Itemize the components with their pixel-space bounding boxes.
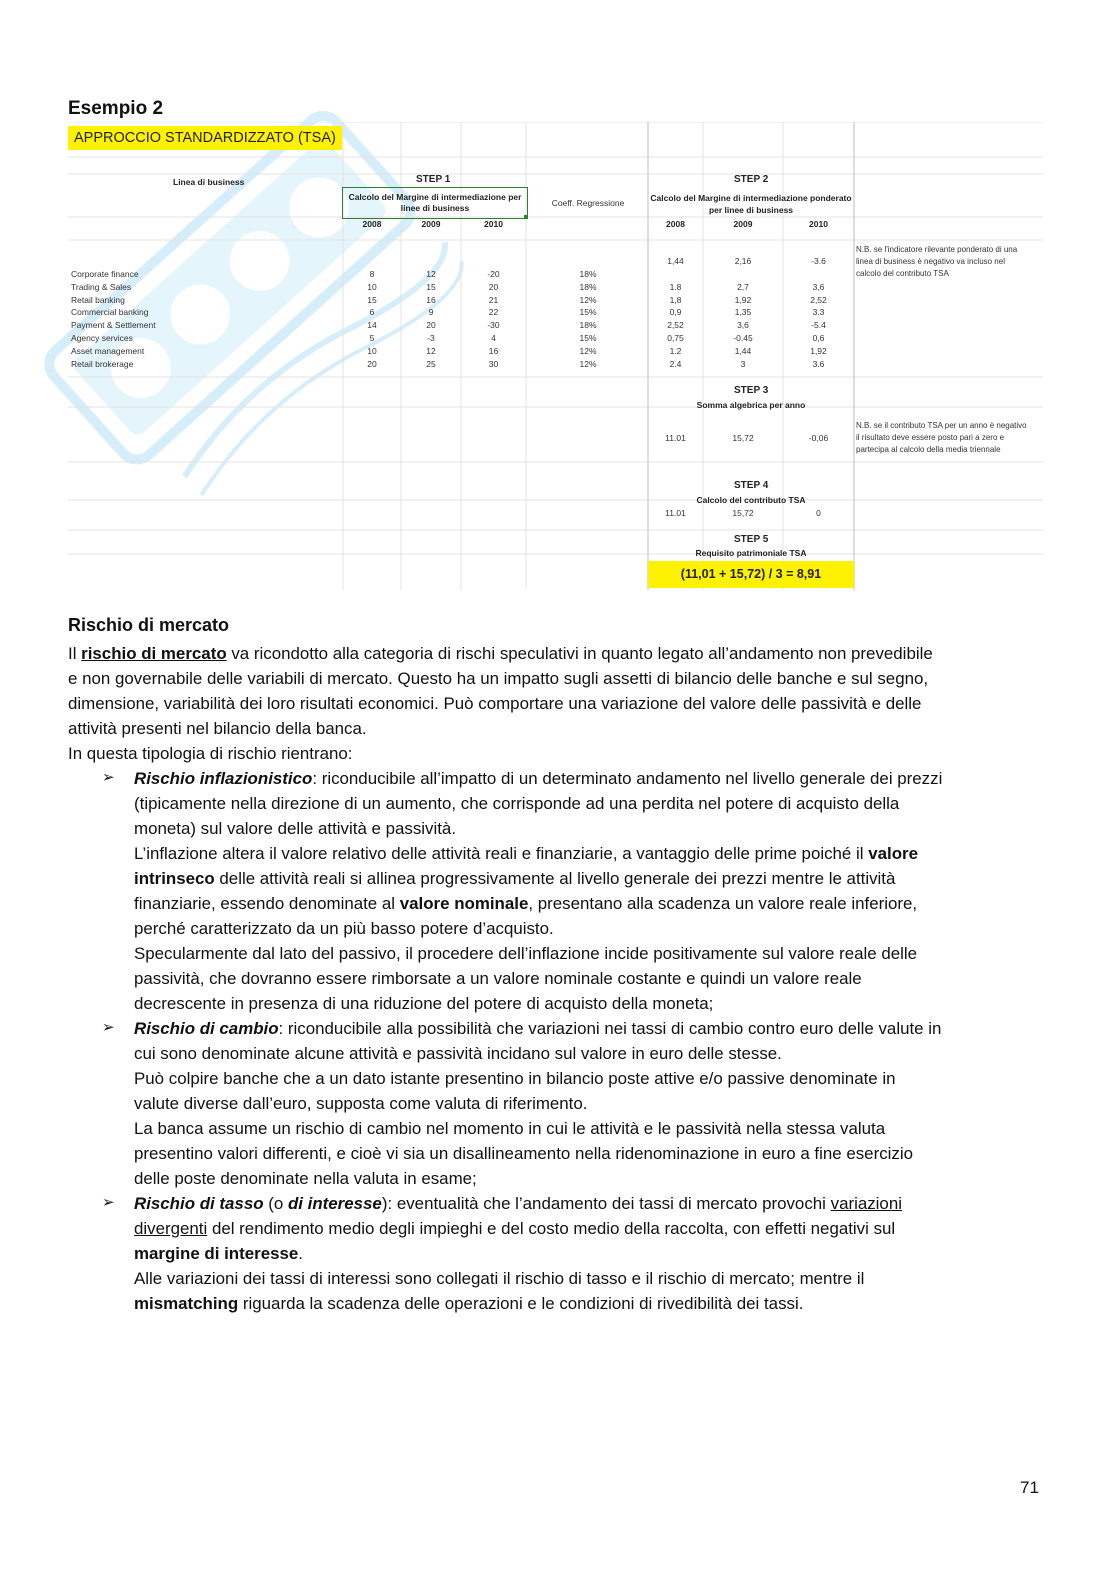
bullet-term: di interesse bbox=[287, 1194, 382, 1213]
table-cell: 3,6 bbox=[812, 281, 825, 292]
step5-subtitle: Requisito patrimoniale TSA bbox=[695, 548, 807, 558]
step4-value: 15,72 bbox=[732, 508, 754, 518]
bullet-text: delle attività reali si allinea progressivamente al livello generale dei prezzi mentre le attività bbox=[214, 869, 896, 888]
intro-term: rischio di mercato bbox=[81, 644, 227, 663]
table-cell: 10 bbox=[367, 345, 377, 356]
bullet-line: cui sono denominate alcune attività e passività incidano sul valore in euro delle stesse. bbox=[134, 1044, 782, 1063]
bullet-line: presentino valori differenti, e cioè vi sia un disallineamento nella ridenominazione in euro a fine esercizio bbox=[134, 1144, 913, 1163]
step5-result: (11,01 + 15,72) / 3 = 8,91 bbox=[648, 561, 854, 588]
step1-subtitle: Calcolo del Margine di intermediazione per linee di business bbox=[348, 192, 522, 213]
table-cell: 1,44 bbox=[734, 345, 752, 356]
table-cell: -3.6 bbox=[811, 256, 826, 266]
bold-term: margine di interesse bbox=[134, 1244, 299, 1263]
bullet-line bbox=[134, 891, 1039, 916]
table-cell: 15% bbox=[579, 307, 597, 318]
bullet-line: Può colpire banche che a un dato istante presentino in bilancio poste attive e/o passive denominate in bbox=[134, 1069, 896, 1088]
table-cell: 15 bbox=[367, 294, 377, 305]
table-cell: 12% bbox=[579, 358, 597, 369]
bullet-arrow-icon: ➢ bbox=[102, 1194, 115, 1211]
business-line-name: Retail banking bbox=[71, 294, 125, 305]
page-number: 71 bbox=[1020, 1478, 1039, 1497]
header-business-line: Linea di business bbox=[173, 177, 245, 187]
table-cell: 12% bbox=[579, 345, 597, 356]
table-cell: 6 bbox=[369, 307, 375, 318]
bullet-line: delle poste denominate nella valuta in esame; bbox=[134, 1169, 477, 1188]
year-col: 2008 bbox=[362, 219, 382, 229]
selected-cell[interactable] bbox=[342, 187, 528, 219]
table-cell: 16 bbox=[426, 294, 436, 305]
step3-label: STEP 3 bbox=[734, 385, 769, 396]
table-cell: 1,92 bbox=[734, 294, 752, 305]
tsa-title: APPROCCIO STANDARDIZZATO (TSA) bbox=[68, 126, 342, 150]
table-cell: 18% bbox=[579, 269, 597, 279]
step2-subtitle: Calcolo del Margine di intermediazione ponderato per linee di business bbox=[650, 193, 852, 215]
bold-term: valore nominale bbox=[399, 894, 529, 913]
year-col: 2008 bbox=[666, 219, 685, 229]
bold-term: intrinseco bbox=[134, 869, 215, 888]
note-line: calcolo del contributo TSA bbox=[856, 269, 949, 278]
bullet-line: moneta) sul valore delle attività e passività. bbox=[134, 819, 457, 838]
step4-value: 11.01 bbox=[665, 508, 686, 518]
table-cell: 3 bbox=[740, 358, 746, 369]
table-cell: 15% bbox=[579, 333, 597, 343]
tsa-spreadsheet bbox=[68, 122, 1043, 590]
note-line: partecipa al calcolo della media triennale bbox=[856, 445, 1001, 454]
intro-line: attività presenti nel bilancio della banca. bbox=[68, 719, 367, 738]
table-cell: 2,52 bbox=[667, 320, 684, 331]
table-cell: 16 bbox=[488, 345, 499, 356]
table-cell: 22 bbox=[488, 307, 499, 318]
intro-line: In questa tipologia di rischio rientrano: bbox=[68, 744, 353, 763]
bullet-line bbox=[134, 1016, 1039, 1041]
bullet-line: perché caratterizzato da un più basso potere d’acquisto. bbox=[134, 919, 554, 938]
year-col: 2010 bbox=[484, 219, 503, 229]
note-line: N.B. se il contributo TSA per un anno è negativo bbox=[856, 421, 1027, 430]
step3-value: 15,72 bbox=[732, 433, 754, 443]
business-line-name: Trading & Sales bbox=[71, 281, 132, 292]
step5-label: STEP 5 bbox=[734, 534, 769, 545]
table-cell: 30 bbox=[488, 358, 499, 369]
step1-label: STEP 1 bbox=[416, 174, 451, 185]
bullet-line bbox=[134, 1216, 1039, 1241]
bullet-text: ): eventualità che l’andamento dei tassi di mercato provochi bbox=[381, 1194, 831, 1213]
bullet-line: Specularmente dal lato del passivo, il procedere dell’inflazione incide positivamente sul valore reale delle bbox=[134, 944, 918, 963]
bullet-line bbox=[134, 1241, 1039, 1266]
example-heading: Esempio 2 bbox=[68, 98, 164, 119]
business-line-name: Agency services bbox=[71, 333, 133, 343]
note-line: linea di business è negativo va incluso nel bbox=[856, 257, 1005, 266]
bullet-line: Alle variazioni dei tassi di interessi sono collegati il rischio di tasso e il rischio di mercato; mentre il bbox=[134, 1269, 865, 1288]
table-cell: 0,6 bbox=[812, 333, 825, 343]
bullet-term: Rischio di tasso bbox=[134, 1194, 264, 1213]
underlined-term: variazioni bbox=[830, 1194, 902, 1213]
table-cell: 12% bbox=[579, 294, 597, 305]
bullet-arrow-icon: ➢ bbox=[102, 769, 115, 786]
intro-text: va ricondotto alla categoria di rischi speculativi in quanto legato all’andamento non prevedibile bbox=[226, 644, 933, 663]
bullet-text: , presentano alla scadenza un valore reale inferiore, bbox=[528, 894, 918, 913]
table-cell: 8 bbox=[369, 269, 375, 279]
bullet-text: riguarda la scadenza delle operazioni e le condizioni di rivedibilità dei tassi. bbox=[238, 1294, 804, 1313]
step4-label: STEP 4 bbox=[734, 480, 769, 491]
bullet-text: : riconducibile all’impatto di un determinato andamento nel livello generale dei prezzi bbox=[312, 769, 943, 788]
year-col: 2009 bbox=[733, 219, 753, 229]
bullet-text: finanziarie, essendo denominate al bbox=[134, 894, 400, 913]
underlined-term: divergenti bbox=[134, 1219, 208, 1238]
table-cell: 12 bbox=[426, 269, 436, 279]
table-cell: 2.4 bbox=[669, 358, 682, 369]
table-cell: 0,9 bbox=[669, 307, 682, 318]
step3-subtitle: Somma algebrica per anno bbox=[696, 400, 806, 410]
step4-subtitle: Calcolo del contributo TSA bbox=[696, 495, 806, 505]
year-col: 2010 bbox=[809, 219, 828, 229]
note-line: il risultato deve essere posto pari a zero e bbox=[856, 433, 1005, 442]
step3-value: -0,06 bbox=[808, 433, 829, 443]
table-cell: 18% bbox=[579, 320, 597, 331]
table-cell: 4 bbox=[491, 333, 496, 343]
business-line-name: Commercial banking bbox=[71, 307, 149, 318]
table-cell: 1,35 bbox=[734, 307, 752, 318]
bullet-line: passività, che dovranno essere rimborsate a un valore nominale costante e quindi un valore reale bbox=[134, 969, 862, 988]
intro-line: e non governabile delle variabili di mercato. Questo ha un impatto sugli assetti di bilancio delle banche e sul segno, bbox=[68, 669, 929, 688]
bullet-term: Rischio inflazionistico bbox=[134, 769, 313, 788]
coeff-header: Coeff. Regressione bbox=[551, 198, 625, 208]
spreadsheet-grid bbox=[68, 122, 1043, 590]
table-cell: 2,16 bbox=[734, 256, 752, 266]
table-cell: 10 bbox=[367, 281, 377, 292]
table-cell: 1.8 bbox=[669, 281, 682, 292]
step4-value: 0 bbox=[816, 508, 821, 518]
table-cell: -5.4 bbox=[811, 320, 826, 331]
note-negative-contribution bbox=[856, 420, 1027, 456]
table-cell: -30 bbox=[487, 320, 500, 331]
intro-line: dimensione, variabilità dei loro risultati economici. Può comportare una variazione del valore delle passività e delle bbox=[68, 694, 922, 713]
note-negative-indicator bbox=[856, 244, 1017, 280]
business-line-name: Payment & Settlement bbox=[71, 320, 156, 331]
table-cell: 1,8 bbox=[669, 294, 682, 305]
section-title: Rischio di mercato bbox=[68, 615, 230, 635]
bullet-inflation bbox=[134, 766, 1039, 1016]
bullet-text: . bbox=[298, 1244, 303, 1263]
bullet-line bbox=[134, 866, 1039, 891]
intro-pre: Il bbox=[68, 644, 82, 663]
bullet-text: L’inflazione altera il valore relativo delle attività reali e finanziarie, a vantaggio delle prime poiché il bbox=[134, 844, 869, 863]
table-cell: 15 bbox=[426, 281, 436, 292]
table-cell: 3.3 bbox=[812, 307, 825, 318]
table-cell: 20 bbox=[426, 320, 436, 331]
bullet-text: del rendimento medio degli impieghi e del costo medio della raccolta, con effetti negativi sul bbox=[207, 1219, 896, 1238]
table-cell: 1,44 bbox=[667, 256, 684, 266]
intro-paragraph bbox=[68, 641, 1043, 766]
business-line-name: Corporate finance bbox=[71, 269, 139, 279]
bullet-text: : riconducibile alla possibilità che variazioni nei tassi di cambio contro euro delle valute in bbox=[278, 1019, 942, 1038]
bullet-line bbox=[134, 841, 1039, 866]
table-cell: -20 bbox=[487, 269, 500, 279]
table-cell: 25 bbox=[426, 358, 436, 369]
bullet-exchange bbox=[134, 1016, 1039, 1191]
bold-term: valore bbox=[868, 844, 918, 863]
table-cell: 18% bbox=[579, 281, 597, 292]
bullet-text: (o bbox=[263, 1194, 288, 1213]
bullet-line: valute diverse dall’euro, supposta come valuta di riferimento. bbox=[134, 1094, 588, 1113]
table-cell: 3,6 bbox=[737, 320, 749, 331]
table-cell: 9 bbox=[428, 307, 434, 318]
step3-value: 11.01 bbox=[665, 433, 686, 443]
step2-label: STEP 2 bbox=[734, 174, 769, 185]
table-cell: 14 bbox=[367, 320, 377, 331]
bullet-line: (tipicamente nella direzione di un aumento, che corrisponde ad una perdita nel potere di acquisto della bbox=[134, 794, 900, 813]
intro-line bbox=[68, 641, 1043, 666]
bullet-line: La banca assume un rischio di cambio nel momento in cui le attività e le passività nella stessa valuta bbox=[134, 1119, 886, 1138]
business-line-name: Retail brokerage bbox=[71, 358, 134, 369]
table-cell: 20 bbox=[367, 358, 377, 369]
table-cell: 3.6 bbox=[812, 358, 825, 369]
bullet-interest bbox=[134, 1191, 1039, 1316]
table-cell: -0.45 bbox=[733, 333, 753, 343]
business-line-name: Asset management bbox=[71, 345, 145, 356]
bullet-arrow-icon: ➢ bbox=[102, 1019, 115, 1036]
table-cell: 1,92 bbox=[810, 345, 827, 356]
table-cell: 2,7 bbox=[737, 281, 749, 292]
table-cell: -3 bbox=[427, 333, 435, 343]
year-col: 2009 bbox=[421, 219, 441, 229]
bullet-term: Rischio di cambio bbox=[134, 1019, 279, 1038]
bullet-line: decrescente in presenza di una riduzione del potere di acquisto della moneta; bbox=[134, 994, 714, 1013]
bullet-line bbox=[134, 1191, 1039, 1216]
table-cell: 0,75 bbox=[667, 333, 684, 343]
table-cell: 2,52 bbox=[810, 294, 827, 305]
table-cell: 5 bbox=[369, 333, 375, 343]
table-cell: 12 bbox=[426, 345, 436, 356]
bold-term: mismatching bbox=[134, 1294, 239, 1313]
table-cell: 20 bbox=[488, 281, 499, 292]
bullet-line bbox=[134, 1291, 1039, 1316]
note-line: N.B. se l'indicatore rilevante ponderato di una bbox=[856, 245, 1018, 254]
table-cell: 21 bbox=[488, 294, 499, 305]
bullet-line bbox=[134, 766, 1039, 791]
table-cell: 1.2 bbox=[669, 345, 682, 356]
